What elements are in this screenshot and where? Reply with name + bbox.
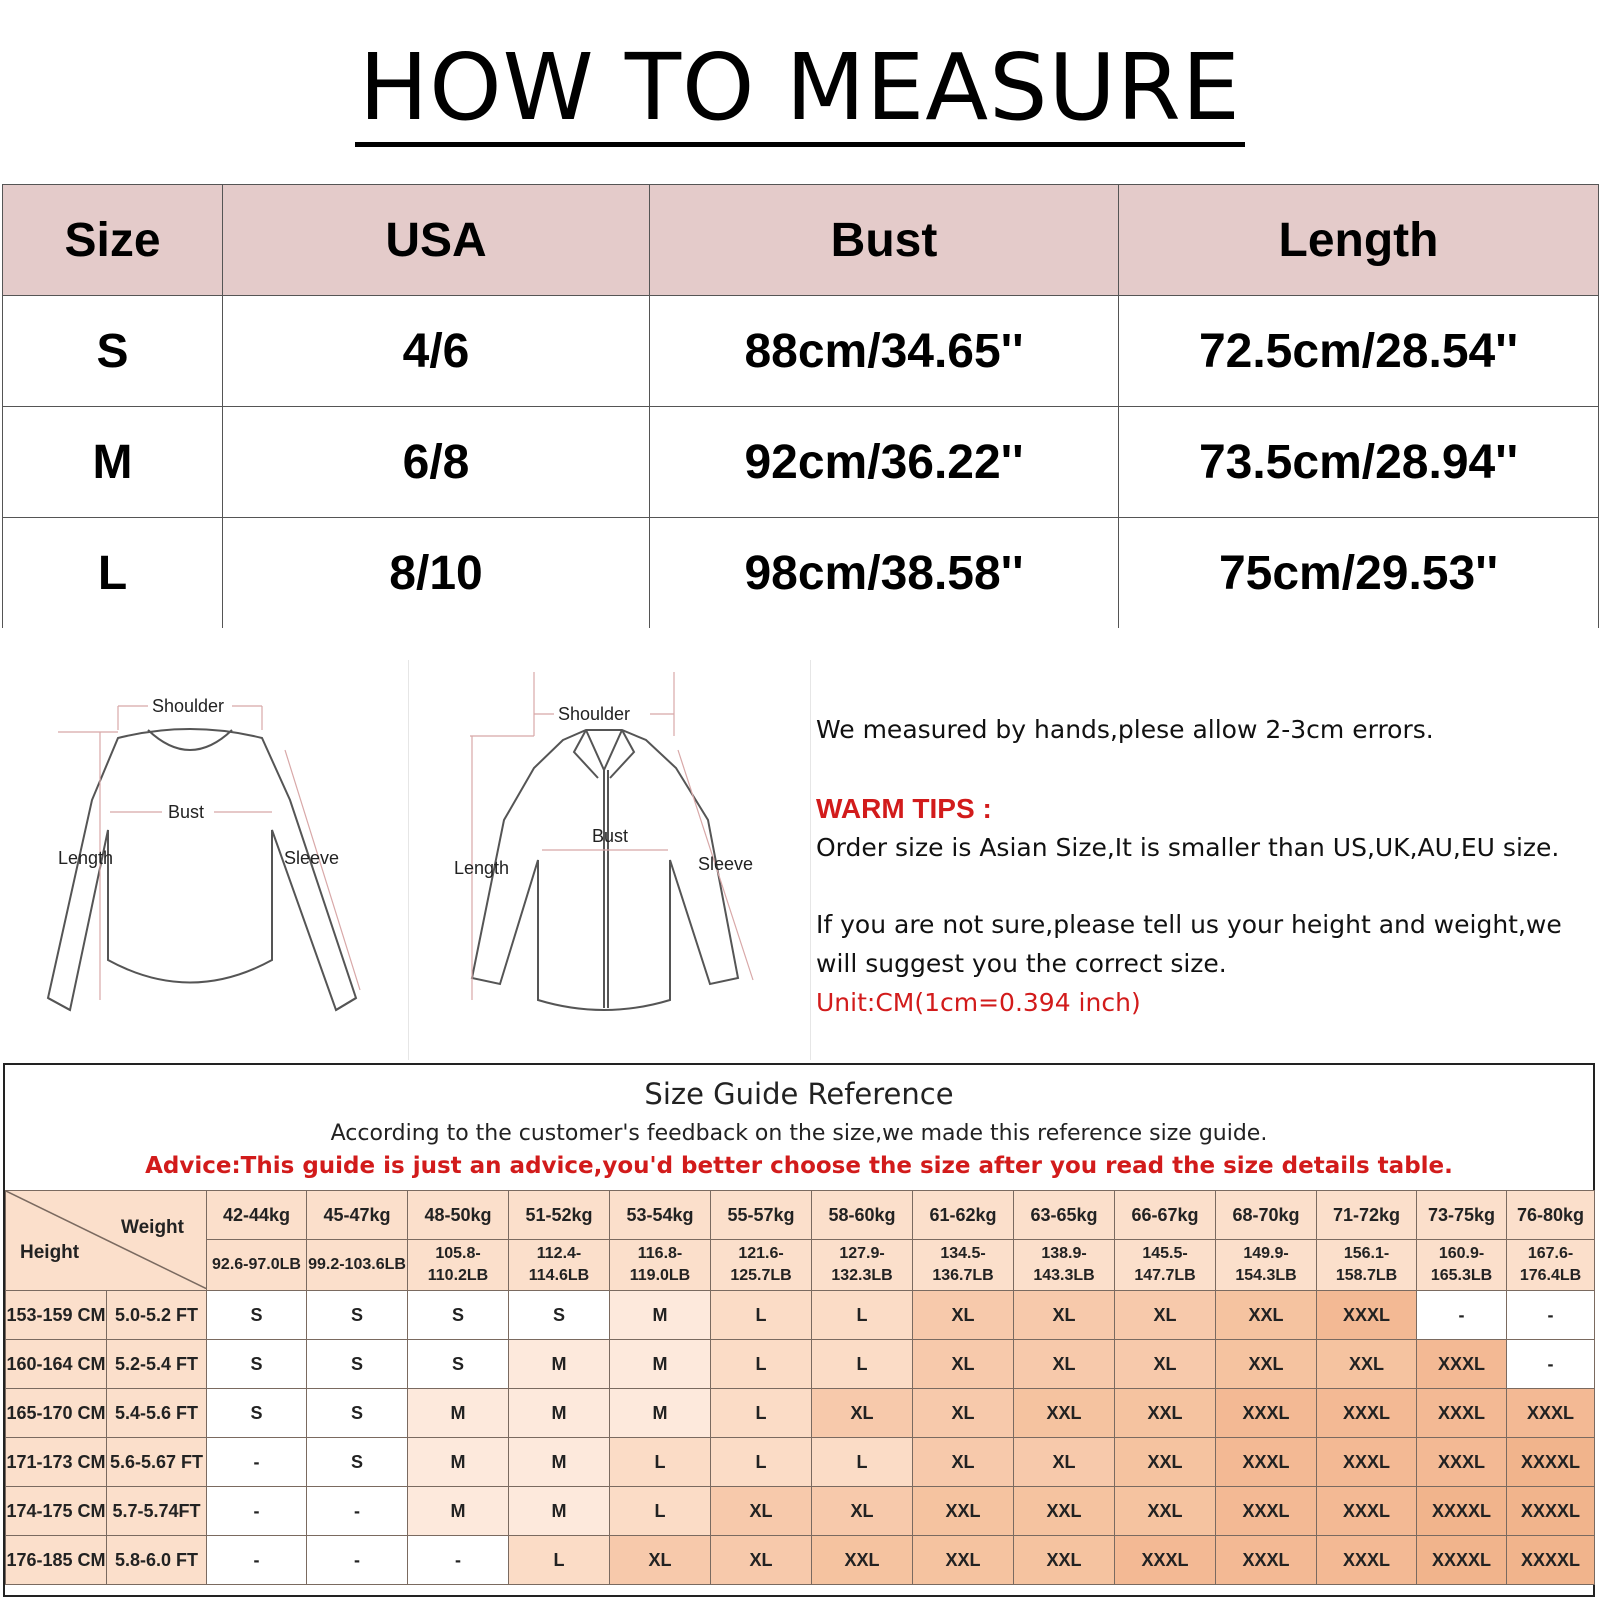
weight-lb-header: 121.6-125.7LB <box>711 1240 812 1291</box>
weight-kg-header: 66-67kg <box>1115 1191 1216 1240</box>
size-cell: L <box>711 1389 812 1438</box>
size-cell: XXXL <box>1317 1389 1417 1438</box>
size-cell: XXXL <box>1115 1536 1216 1585</box>
size-cell: XL <box>1115 1291 1216 1340</box>
corner-diagonal <box>6 1191 207 1289</box>
bust-cell: 98cm/38.58'' <box>650 518 1119 629</box>
size-cell: S <box>408 1340 509 1389</box>
table-row <box>3 296 1599 407</box>
weight-kg-header: 73-75kg <box>1417 1191 1507 1240</box>
size-cell: XXL <box>1014 1487 1115 1536</box>
size-cell: XXXXL <box>1417 1487 1507 1536</box>
weight-kg-row <box>6 1191 1595 1240</box>
size-cell: XXL <box>812 1536 913 1585</box>
table-row <box>6 1291 1595 1340</box>
table-row <box>3 407 1599 518</box>
size-cell: XXL <box>1014 1389 1115 1438</box>
weight-kg-header: 55-57kg <box>711 1191 812 1240</box>
usa-cell: 8/10 <box>223 518 650 629</box>
size-cell: L <box>610 1438 711 1487</box>
size-cell: XL <box>1014 1438 1115 1487</box>
size-guide-advice: Advice:This guide is just an advice,you'd better choose the size after you read the size details table. <box>145 1153 1453 1179</box>
table-row <box>6 1389 1595 1438</box>
weight-kg-header: 42-44kg <box>207 1191 307 1240</box>
size-cell: XL <box>610 1536 711 1585</box>
weight-lb-header: 145.5-147.7LB <box>1115 1240 1216 1291</box>
size-cell: XXXL <box>1317 1487 1417 1536</box>
size-guide-subtitle: According to the customer's feedback on the size,we made this reference size guide. <box>330 1121 1268 1146</box>
size-cell: XXXL <box>1216 1487 1317 1536</box>
size-cell: - <box>207 1438 307 1487</box>
size-cell: XXL <box>1216 1340 1317 1389</box>
size-cell: M <box>509 1389 610 1438</box>
size-cell: XXXL <box>1417 1389 1507 1438</box>
corner-height-label: Height <box>20 1242 80 1263</box>
size-cell: M <box>509 1487 610 1536</box>
size-cell: XXXL <box>1317 1291 1417 1340</box>
table-row <box>6 1438 1595 1487</box>
table-row <box>6 1487 1595 1536</box>
size-cell: L <box>812 1438 913 1487</box>
size-guide-title: Size Guide Reference <box>644 1077 954 1111</box>
note-unit: Unit:CM(1cm=0.394 inch) <box>816 988 1141 1017</box>
measure-section <box>0 660 1600 1060</box>
weight-kg-header: 53-54kg <box>610 1191 711 1240</box>
table-row <box>3 518 1599 629</box>
usa-cell: 4/6 <box>223 296 650 407</box>
size-cell: XXXL <box>1216 1389 1317 1438</box>
size-cell: L <box>509 1536 610 1585</box>
size-cell: - <box>307 1536 408 1585</box>
size-cell: XXXL <box>1317 1536 1417 1585</box>
header-usa: USA <box>223 185 650 296</box>
size-cell: XL <box>913 1340 1014 1389</box>
length-cell: 72.5cm/28.54'' <box>1119 296 1599 407</box>
size-cell: XXL <box>1115 1438 1216 1487</box>
height-ft-cell: 5.8-6.0 FT <box>107 1536 207 1585</box>
note-errors: We measured by hands,plese allow 2-3cm errors. <box>816 715 1434 744</box>
corner-weight-label: Weight <box>121 1217 184 1238</box>
size-cell: XL <box>913 1389 1014 1438</box>
size-cell: - <box>207 1536 307 1585</box>
size-cell: XL <box>913 1291 1014 1340</box>
weight-kg-header: 58-60kg <box>812 1191 913 1240</box>
size-cell: XXL <box>913 1487 1014 1536</box>
size-cell: XL <box>711 1536 812 1585</box>
tshirt-diagram <box>0 660 409 1060</box>
size-cell: L <box>610 1487 711 1536</box>
size-cell: S <box>408 1291 509 1340</box>
size-guide <box>3 1063 1595 1597</box>
size-cell: XXXL <box>1417 1340 1507 1389</box>
height-ft-cell: 5.2-5.4 FT <box>107 1340 207 1389</box>
note-suggest: If you are not sure,please tell us your height and weight,we will suggest you the correct size. <box>816 910 1562 978</box>
weight-lb-header: 112.4-114.6LB <box>509 1240 610 1291</box>
size-cell: M <box>509 1340 610 1389</box>
size-cell: M <box>408 1389 509 1438</box>
weight-lb-row <box>6 1240 1595 1291</box>
weight-lb-header: 105.8-110.2LB <box>408 1240 509 1291</box>
size-cell: XXXXL <box>1507 1487 1595 1536</box>
tshirt-outline-icon <box>0 660 408 1060</box>
size-cell: - <box>207 1487 307 1536</box>
weight-kg-header: 51-52kg <box>509 1191 610 1240</box>
measure-notes <box>816 710 1600 1022</box>
size-cell: XL <box>1014 1340 1115 1389</box>
size-cell: XXL <box>1216 1291 1317 1340</box>
height-ft-cell: 5.6-5.67 FT <box>107 1438 207 1487</box>
size-cell: XXXL <box>1216 1536 1317 1585</box>
height-ft-cell: 5.0-5.2 FT <box>107 1291 207 1340</box>
label-length: Length <box>58 848 114 868</box>
size-cell: XXXL <box>1417 1438 1507 1487</box>
label-bust: Bust <box>592 826 629 846</box>
weight-kg-header: 63-65kg <box>1014 1191 1115 1240</box>
size-cell: XL <box>812 1389 913 1438</box>
usa-cell: 6/8 <box>223 407 650 518</box>
size-cell: S <box>3 296 223 407</box>
weight-kg-header: 45-47kg <box>307 1191 408 1240</box>
height-cm-cell: 165-170 CM <box>6 1389 107 1438</box>
table-row <box>6 1536 1595 1585</box>
size-cell: XXXXL <box>1417 1536 1507 1585</box>
size-cell: XXL <box>1115 1487 1216 1536</box>
size-cell: XXXL <box>1507 1389 1595 1438</box>
weight-lb-header: 127.9-132.3LB <box>812 1240 913 1291</box>
weight-kg-header: 76-80kg <box>1507 1191 1595 1240</box>
height-cm-cell: 176-185 CM <box>6 1536 107 1585</box>
label-sleeve: Sleeve <box>284 848 340 868</box>
size-cell: - <box>1507 1291 1595 1340</box>
size-cell: M <box>408 1438 509 1487</box>
size-cell: XL <box>1115 1340 1216 1389</box>
weight-lb-header: 99.2-103.6LB <box>307 1240 408 1291</box>
size-cell: - <box>307 1487 408 1536</box>
size-cell: M <box>610 1389 711 1438</box>
size-cell: M <box>408 1487 509 1536</box>
height-ft-cell: 5.4-5.6 FT <box>107 1389 207 1438</box>
size-cell: XXXL <box>1216 1438 1317 1487</box>
weight-kg-header: 68-70kg <box>1216 1191 1317 1240</box>
size-cell: L <box>711 1340 812 1389</box>
height-ft-cell: 5.7-5.74FT <box>107 1487 207 1536</box>
label-shoulder: Shoulder <box>152 696 225 716</box>
size-cell: XL <box>1014 1291 1115 1340</box>
size-cell: L <box>3 518 223 629</box>
weight-lb-header: 160.9-165.3LB <box>1417 1240 1507 1291</box>
size-guide-table <box>5 1190 1595 1585</box>
size-cell: S <box>509 1291 610 1340</box>
weight-kg-header: 48-50kg <box>408 1191 509 1240</box>
size-cell: M <box>3 407 223 518</box>
length-cell: 73.5cm/28.94'' <box>1119 407 1599 518</box>
label-length: Length <box>454 858 510 878</box>
size-cell: L <box>812 1340 913 1389</box>
size-cell: S <box>207 1340 307 1389</box>
size-cell: XXL <box>1014 1536 1115 1585</box>
size-cell: XXL <box>913 1536 1014 1585</box>
warm-tips-title: WARM TIPS : <box>816 793 992 824</box>
size-cell: XL <box>812 1487 913 1536</box>
size-cell: S <box>307 1389 408 1438</box>
size-cell: S <box>207 1291 307 1340</box>
size-cell: S <box>307 1438 408 1487</box>
label-sleeve: Sleeve <box>698 854 754 874</box>
size-cell: L <box>812 1291 913 1340</box>
weight-lb-header: 156.1-158.7LB <box>1317 1240 1417 1291</box>
weight-lb-header: 149.9-154.3LB <box>1216 1240 1317 1291</box>
page-title: HOW TO MEASURE <box>355 38 1245 147</box>
weight-lb-header: 167.6-176.4LB <box>1507 1240 1595 1291</box>
header-bust: Bust <box>650 185 1119 296</box>
warm-tips-text: Order size is Asian Size,It is smaller than US,UK,AU,EU size. <box>816 833 1560 862</box>
size-cell: XXXXL <box>1507 1536 1595 1585</box>
header-size: Size <box>3 185 223 296</box>
weight-kg-header: 71-72kg <box>1317 1191 1417 1240</box>
weight-lb-header: 138.9-143.3LB <box>1014 1240 1115 1291</box>
height-cm-cell: 153-159 CM <box>6 1291 107 1340</box>
size-cell: S <box>307 1340 408 1389</box>
size-cell: M <box>610 1291 711 1340</box>
table-corner <box>6 1191 207 1291</box>
size-cell: XXXL <box>1317 1438 1417 1487</box>
size-cell: - <box>408 1536 509 1585</box>
size-cell: - <box>1507 1340 1595 1389</box>
page-title-wrap <box>0 34 1600 147</box>
size-cell: XL <box>913 1438 1014 1487</box>
size-cell: XXL <box>1317 1340 1417 1389</box>
shirt-diagram <box>408 660 811 1060</box>
size-cell: L <box>711 1438 812 1487</box>
size-cell: XL <box>711 1487 812 1536</box>
weight-lb-header: 92.6-97.0LB <box>207 1240 307 1291</box>
shirt-outline-icon <box>408 660 810 1060</box>
bust-cell: 88cm/34.65'' <box>650 296 1119 407</box>
size-cell: XXL <box>1115 1389 1216 1438</box>
label-shoulder: Shoulder <box>558 704 631 724</box>
weight-lb-header: 134.5-136.7LB <box>913 1240 1014 1291</box>
weight-kg-header: 61-62kg <box>913 1191 1014 1240</box>
size-cell: L <box>711 1291 812 1340</box>
bust-cell: 92cm/36.22'' <box>650 407 1119 518</box>
size-cell: S <box>307 1291 408 1340</box>
weight-lb-header: 116.8-119.0LB <box>610 1240 711 1291</box>
size-cell: - <box>1417 1291 1507 1340</box>
size-cell: XXXXL <box>1507 1438 1595 1487</box>
size-cell: M <box>610 1340 711 1389</box>
height-cm-cell: 171-173 CM <box>6 1438 107 1487</box>
label-bust: Bust <box>168 802 205 822</box>
length-cell: 75cm/29.53'' <box>1119 518 1599 629</box>
size-table-header <box>3 185 1599 296</box>
table-row <box>6 1340 1595 1389</box>
size-cell: M <box>509 1438 610 1487</box>
height-cm-cell: 174-175 CM <box>6 1487 107 1536</box>
size-cell: S <box>207 1389 307 1438</box>
size-table <box>2 184 1599 628</box>
height-cm-cell: 160-164 CM <box>6 1340 107 1389</box>
header-length: Length <box>1119 185 1599 296</box>
